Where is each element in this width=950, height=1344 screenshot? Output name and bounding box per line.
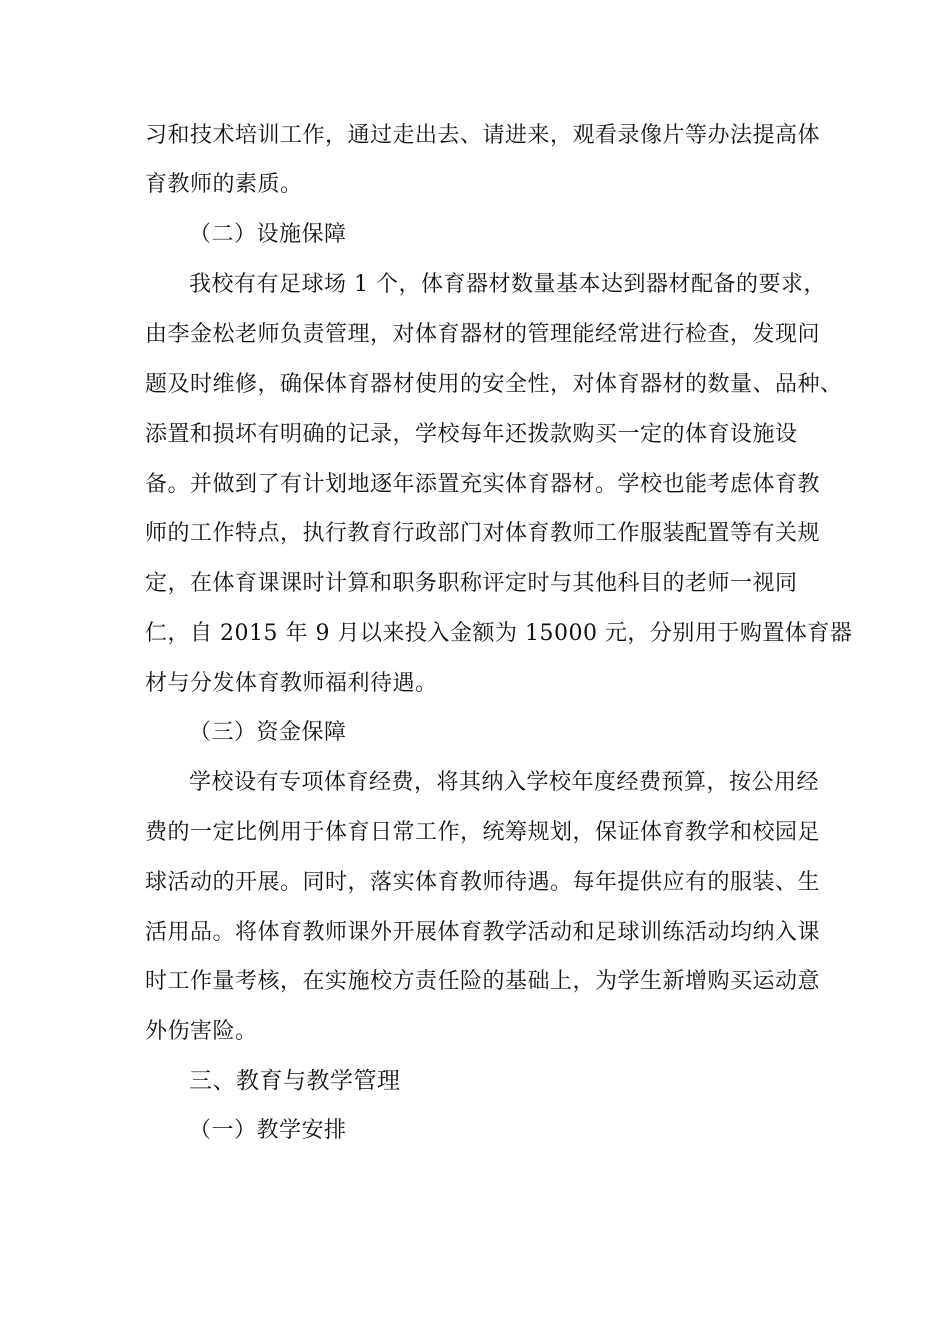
section-heading-facilities: （二）设施保障 bbox=[189, 222, 347, 247]
paragraph-line: 定，在体育课课时计算和职务职称评定时与其他科目的老师一视同 bbox=[145, 571, 798, 596]
paragraph-line: 费的一定比例用于体育日常工作，统筹规划，保证体育教学和校园足 bbox=[145, 820, 821, 845]
paragraph-line: 学校设有专项体育经费，将其纳入学校年度经费预算，按公用经 bbox=[189, 770, 820, 795]
paragraph-line: 材与分发体育教师福利待遇。 bbox=[145, 671, 438, 696]
section-heading-funding: （三）资金保障 bbox=[189, 720, 347, 745]
paragraph-line: 球活动的开展。同时，落实体育教师待遇。每年提供应有的服装、生 bbox=[145, 870, 821, 895]
paragraph-line: 师的工作特点，执行教育行政部门对体育教师工作服装配置等有关规 bbox=[145, 521, 821, 546]
paragraph-line: 备。并做到了有计划地逐年添置充实体育器材。学校也能考虑体育教 bbox=[145, 472, 821, 497]
paragraph-line: 活用品。将体育教师课外开展体育教学活动和足球训练活动均纳入课 bbox=[145, 920, 821, 945]
section-heading-teaching-arrangement: （一）教学安排 bbox=[189, 1118, 347, 1143]
paragraph-line: 外伤害险。 bbox=[145, 1019, 258, 1044]
paragraph-line: 由李金松老师负责管理，对体育器材的管理能经常进行检查，发现问 bbox=[145, 322, 821, 347]
paragraph-line: 题及时维修，确保体育器材使用的安全性，对体育器材的数量、品种、 bbox=[145, 372, 843, 397]
paragraph-line: 育教师的素质。 bbox=[145, 172, 303, 197]
paragraph-line: 时工作量考核，在实施校方责任险的基础上，为学生新增购买运动意 bbox=[145, 969, 821, 994]
paragraph-line: 添置和损坏有明确的记录，学校每年还拨款购买一定的体育设施设 bbox=[145, 422, 798, 447]
paragraph-line: 习和技术培训工作，通过走出去、请进来，观看录像片等办法提高体 bbox=[145, 123, 821, 148]
section-heading-teaching-management: 三、教育与教学管理 bbox=[189, 1068, 401, 1094]
paragraph-line: 我校有有足球场 1 个，体育器材数量基本达到器材配备的要求， bbox=[189, 272, 826, 297]
paragraph-line: 仁，自 2015 年 9 月以来投入金额为 15000 元，分别用于购置体育器 bbox=[145, 621, 853, 646]
